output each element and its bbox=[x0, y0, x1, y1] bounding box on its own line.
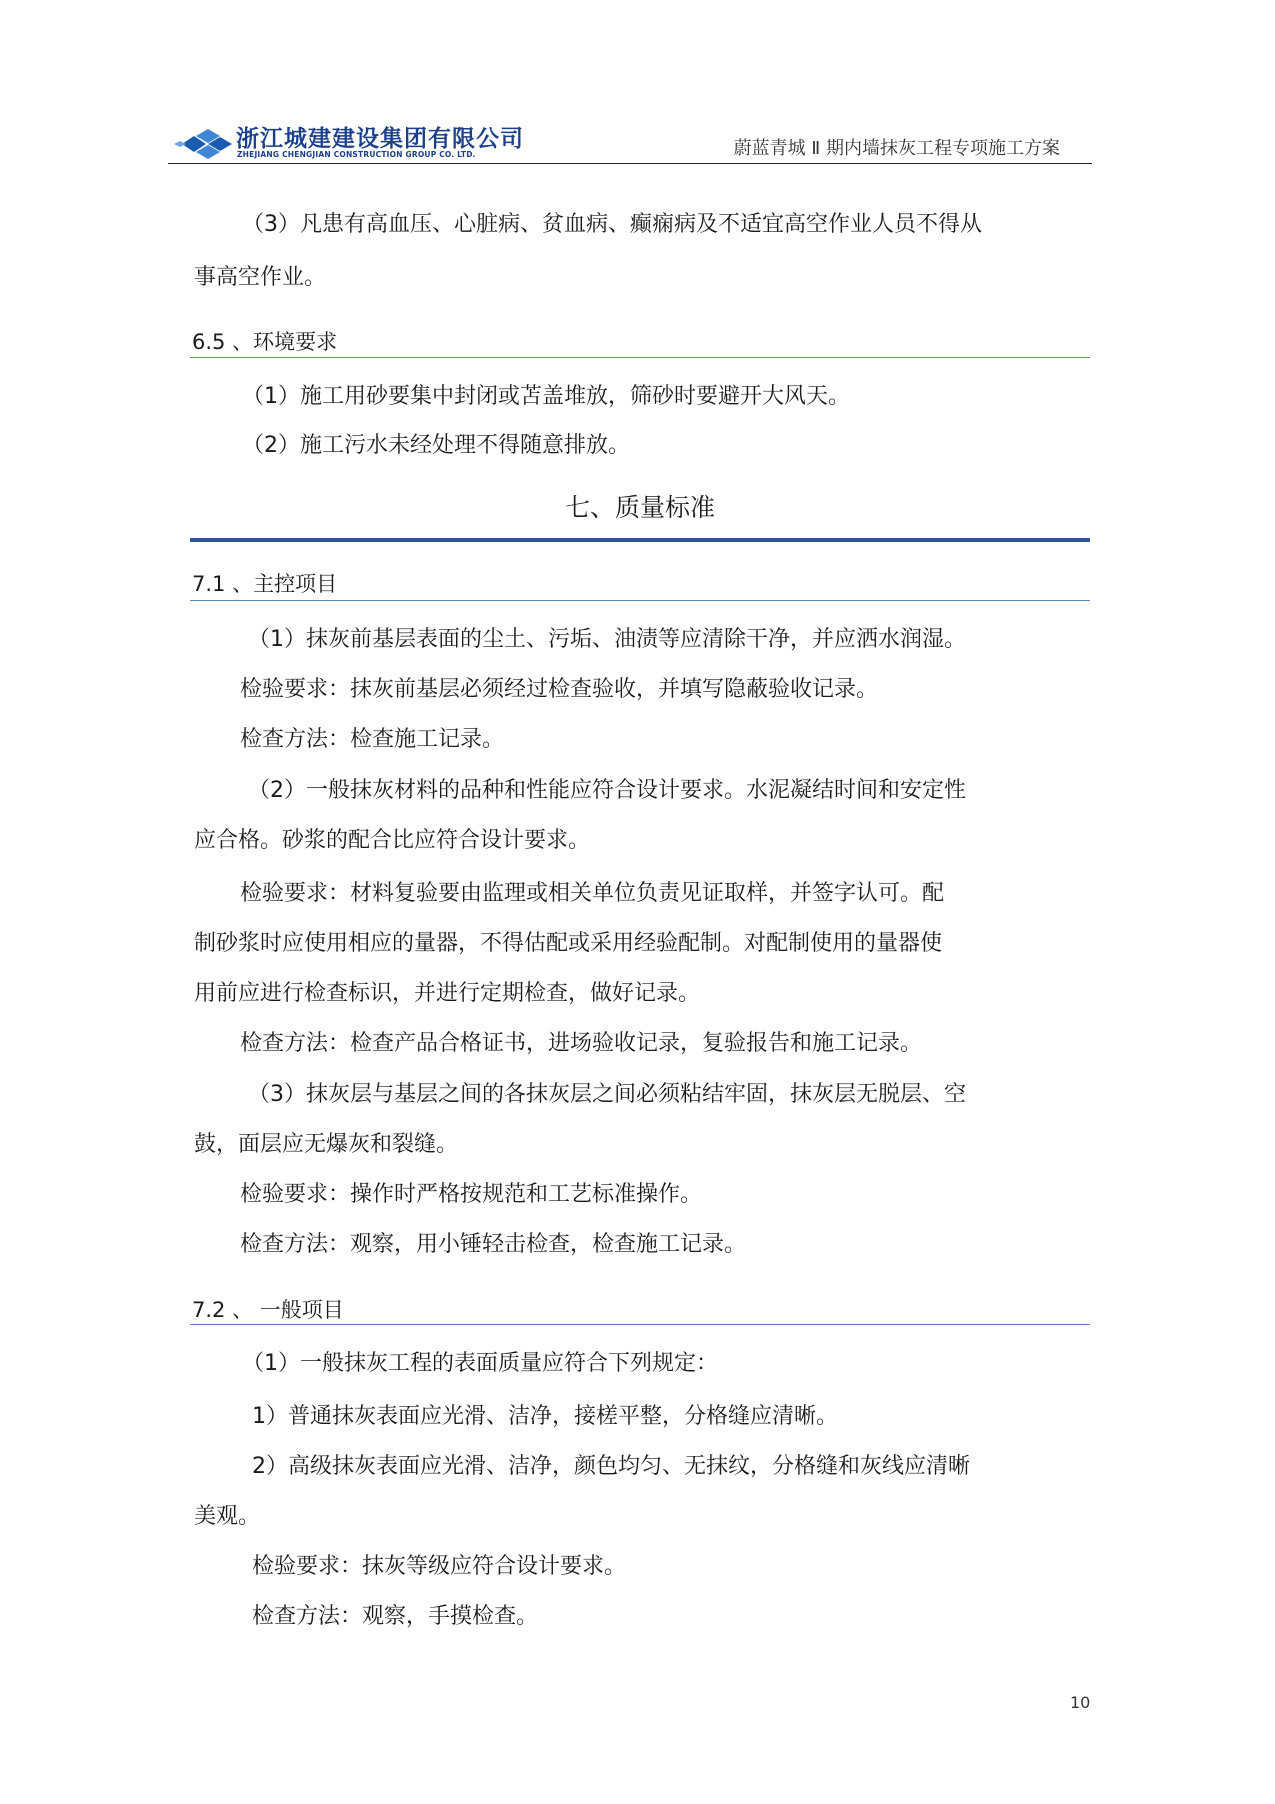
company-logo-icon bbox=[174, 126, 234, 162]
paragraph: 2）高级抹灰表面应光滑、洁净，颜色均匀、无抹纹，分格缝和灰线应清晰 bbox=[252, 1454, 970, 1479]
section-divider bbox=[190, 1324, 1090, 1325]
paragraph: 鼓，面层应无爆灰和裂缝。 bbox=[194, 1132, 459, 1157]
page-header bbox=[170, 118, 1090, 164]
section-heading-7-1: 7.1 、主控项目 bbox=[192, 572, 338, 596]
paragraph: （1）一般抹灰工程的表面质量应符合下列规定： bbox=[242, 1351, 718, 1376]
paragraph: （1）抹灰前基层表面的尘土、污垢、油渍等应清除干净，并应洒水润湿。 bbox=[248, 627, 966, 652]
paragraph: 检查方法：检查产品合格证书，进场验收记录，复验报告和施工记录。 bbox=[240, 1031, 923, 1056]
section-heading-6-5: 6.5 、环境要求 bbox=[192, 330, 338, 354]
paragraph: （2）一般抹灰材料的品种和性能应符合设计要求。水泥凝结时间和安定性 bbox=[248, 778, 966, 803]
section-divider bbox=[190, 357, 1090, 358]
paragraph: 检验要求：操作时严格按规范和工艺标准操作。 bbox=[240, 1182, 703, 1207]
paragraph: （1）施工用砂要集中封闭或苫盖堆放，筛砂时要避开大风天。 bbox=[242, 384, 850, 409]
paragraph: 检验要求：抹灰等级应符合设计要求。 bbox=[252, 1554, 627, 1579]
paragraph: 检验要求：材料复验要由监理或相关单位负责见证取样，并签字认可。配 bbox=[240, 881, 945, 906]
paragraph: 用前应进行检查标识，并进行定期检查，做好记录。 bbox=[194, 981, 701, 1006]
paragraph: （3）抹灰层与基层之间的各抹灰层之间必须粘结牢固，抹灰层无脱层、空 bbox=[248, 1082, 966, 1107]
page-number: 10 bbox=[1070, 1693, 1091, 1712]
document-title: 蔚蓝青城 Ⅱ 期内墙抹灰工程专项施工方案 bbox=[733, 138, 1060, 159]
chapter-divider bbox=[190, 538, 1090, 542]
paragraph: 美观。 bbox=[194, 1504, 261, 1529]
section-heading-7-2: 7.2 、 一般项目 bbox=[192, 1298, 344, 1322]
header-divider bbox=[168, 163, 1092, 164]
company-name-en: ZHEJIANG CHENGJIAN CONSTRUCTION GROUP CO. LTD. bbox=[237, 150, 476, 159]
paragraph: 检验要求：抹灰前基层必须经过检查验收，并填写隐蔽验收记录。 bbox=[240, 677, 879, 702]
paragraph: 检查方法：观察，手摸检查。 bbox=[252, 1604, 539, 1629]
section-divider bbox=[190, 600, 1090, 601]
chapter-heading-7: 七、质量标准 bbox=[564, 493, 715, 522]
paragraph: 制砂浆时应使用相应的量器，不得估配或采用经验配制。对配制使用的量器使 bbox=[194, 931, 943, 956]
paragraph: 事高空作业。 bbox=[194, 265, 327, 290]
paragraph: 应合格。砂浆的配合比应符合设计要求。 bbox=[194, 828, 591, 853]
company-name-cn: 浙江城建建设集团有限公司 bbox=[236, 126, 524, 152]
paragraph: 1）普通抹灰表面应光滑、洁净，接槎平整，分格缝应清晰。 bbox=[252, 1404, 838, 1429]
paragraph: （2）施工污水未经处理不得随意排放。 bbox=[242, 433, 630, 458]
paragraph: 检查方法：检查施工记录。 bbox=[240, 727, 505, 752]
paragraph: 检查方法：观察，用小锤轻击检查，检查施工记录。 bbox=[240, 1232, 747, 1257]
paragraph: （3）凡患有高血压、心脏病、贫血病、癫痫病及不适宜高空作业人员不得从 bbox=[242, 212, 982, 237]
